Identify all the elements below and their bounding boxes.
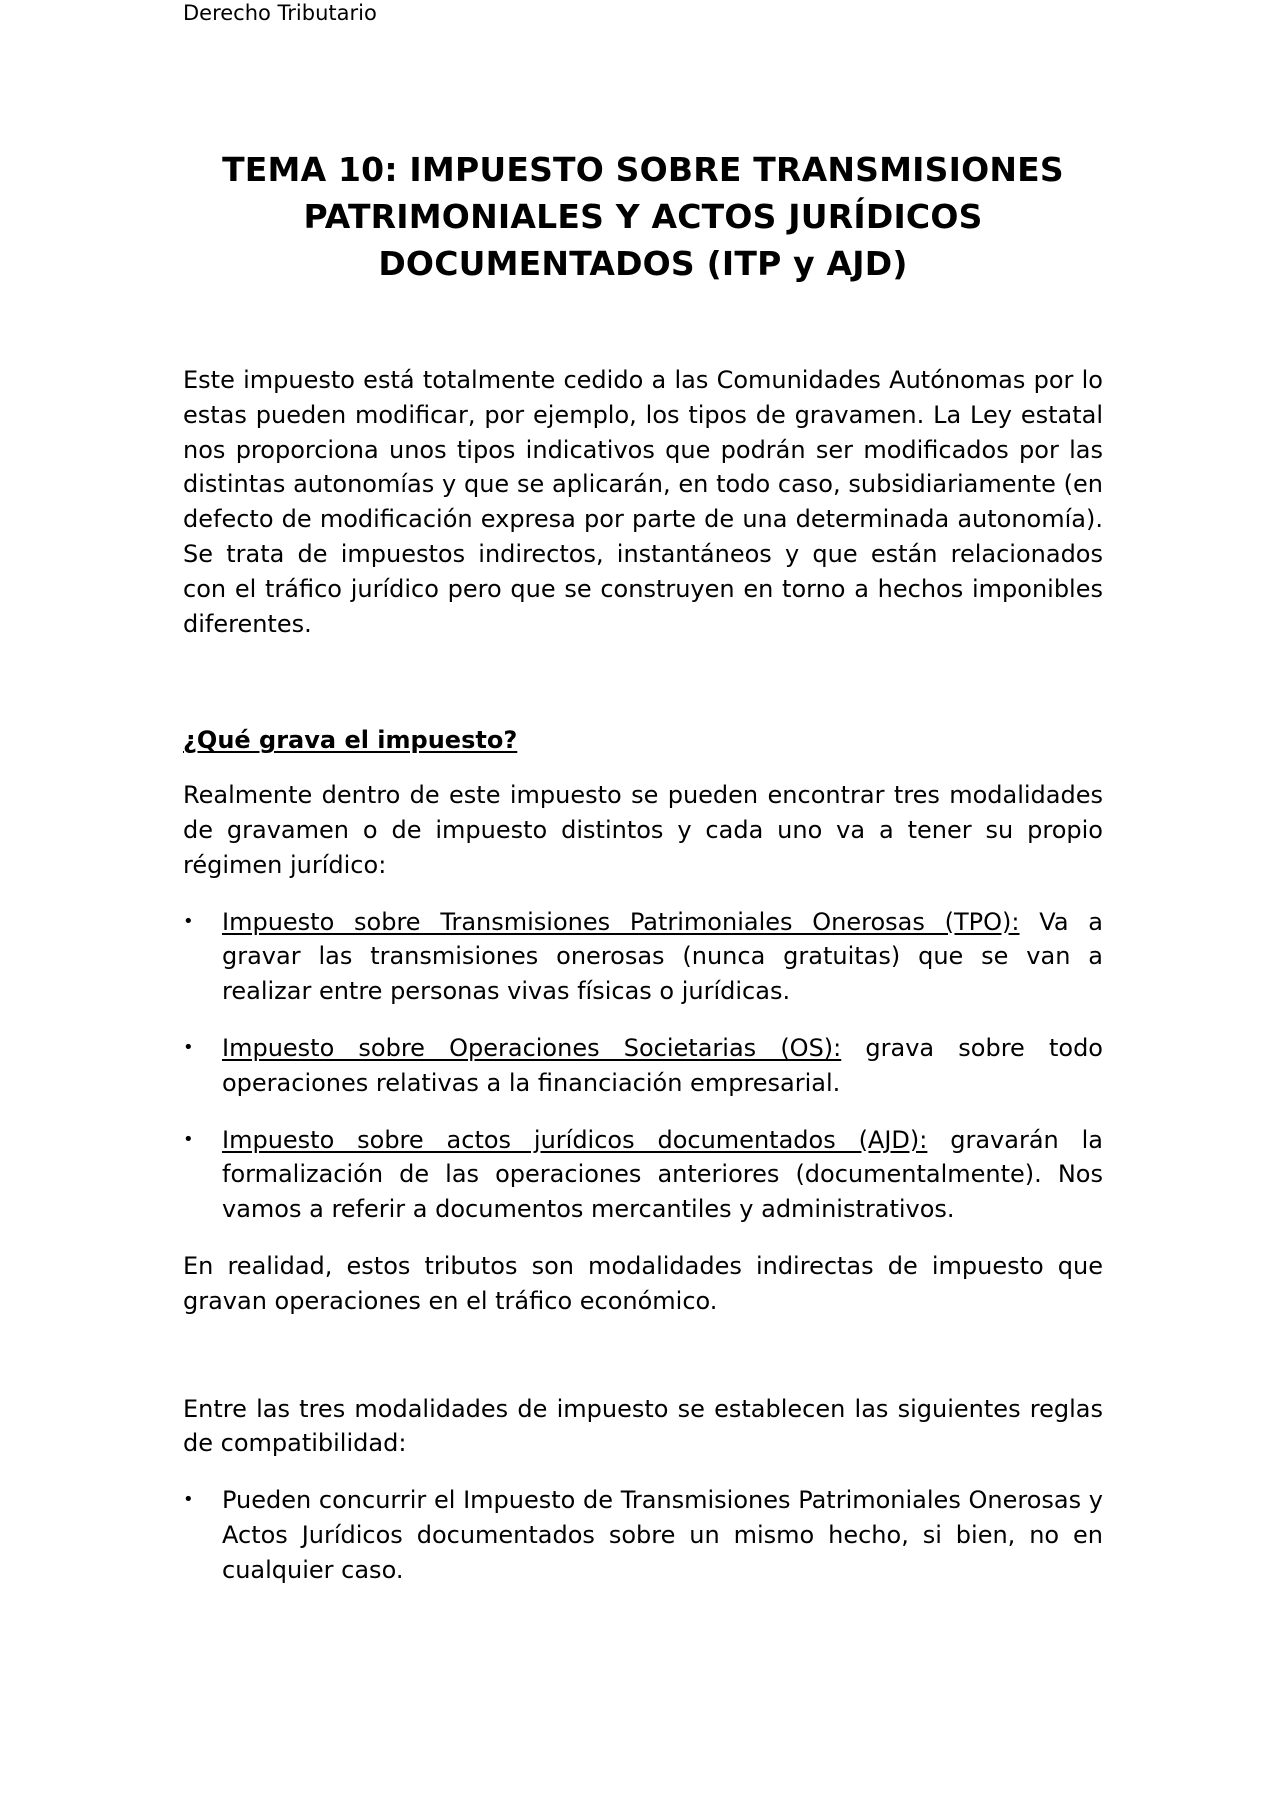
bullet-icon: • — [183, 1489, 194, 1511]
bullet-icon: • — [183, 1128, 194, 1150]
list-item-text: gravarán la formalización de las operaciones anteriores (documentalmente). Nos vamos a referir a documentos mercantiles y administrativos. — [222, 1125, 1103, 1224]
list-item-text: Pueden concurrir el Impuesto de Transmisiones Patrimoniales Onerosas y Actos Jurídicos documentados sobre un mismo hecho, si bien, no en cualquier caso. — [222, 1486, 1103, 1584]
title-line-3: DOCUMENTADOS (ITP y AJD) — [378, 244, 908, 283]
section-heading: ¿Qué grava el impuesto? — [183, 726, 518, 755]
list-item — [183, 905, 1103, 1009]
document-title — [183, 146, 1103, 287]
tax-types-list — [183, 905, 1103, 1227]
intro-paragraph: Este impuesto está totalmente cedido a las Comunidades Autónomas por lo estas pueden modificar, por ejemplo, los tipos de gravamen. La Ley estatal nos proporciona unos tipos indicativos que podrán ser modificados por las distintas autonomías y que se aplicarán, en todo caso, subsidiariamente (en defecto de modificación expresa por parte de una determinada autonomía). Se trata de impuestos indirectos, instantáneos y que están relacionados con el tráfico jurídico pero que se construyen en torno a hechos imponibles diferentes. — [183, 366, 1103, 638]
list-item-term: Impuesto sobre Operaciones Societarias (OS): — [222, 1033, 842, 1062]
compatibility-lead-paragraph: Entre las tres modalidades de impuesto se establecen las siguientes reglas de compatibilidad: — [183, 1394, 1103, 1458]
list-item-term: Impuesto sobre Transmisiones Patrimoniales Onerosas (TPO): — [222, 907, 1020, 936]
compatibility-rules-list — [183, 1483, 1103, 1587]
list-item-term: Impuesto sobre actos jurídicos documentados (AJD): — [222, 1125, 928, 1154]
bullet-icon: • — [183, 910, 194, 932]
list-item — [183, 1031, 1103, 1101]
running-header: Derecho Tributario — [183, 1, 377, 25]
title-line-1: TEMA 10: IMPUESTO SOBRE TRANSMISIONES — [222, 150, 1064, 189]
section-lead-paragraph: Realmente dentro de este impuesto se pueden encontrar tres modalidades de gravamen o de impuesto distintos y cada uno va a tener su propio régimen jurídico: — [183, 781, 1103, 879]
section-closing-paragraph: En realidad, estos tributos son modalidades indirectas de impuesto que gravan operaciones en el tráfico económico. — [183, 1251, 1103, 1315]
list-item — [183, 1123, 1103, 1227]
document-body — [183, 363, 1103, 1588]
list-item-text: Va a gravar las transmisiones onerosas (nunca gratuitas) que se van a realizar entre personas vivas físicas o jurídicas. — [222, 907, 1103, 1006]
list-item — [183, 1483, 1103, 1587]
list-item-text: grava sobre todo operaciones relativas a la financiación empresarial. — [222, 1033, 1103, 1097]
title-line-2: PATRIMONIALES Y ACTOS JURÍDICOS — [303, 197, 983, 236]
bullet-icon: • — [183, 1036, 194, 1058]
